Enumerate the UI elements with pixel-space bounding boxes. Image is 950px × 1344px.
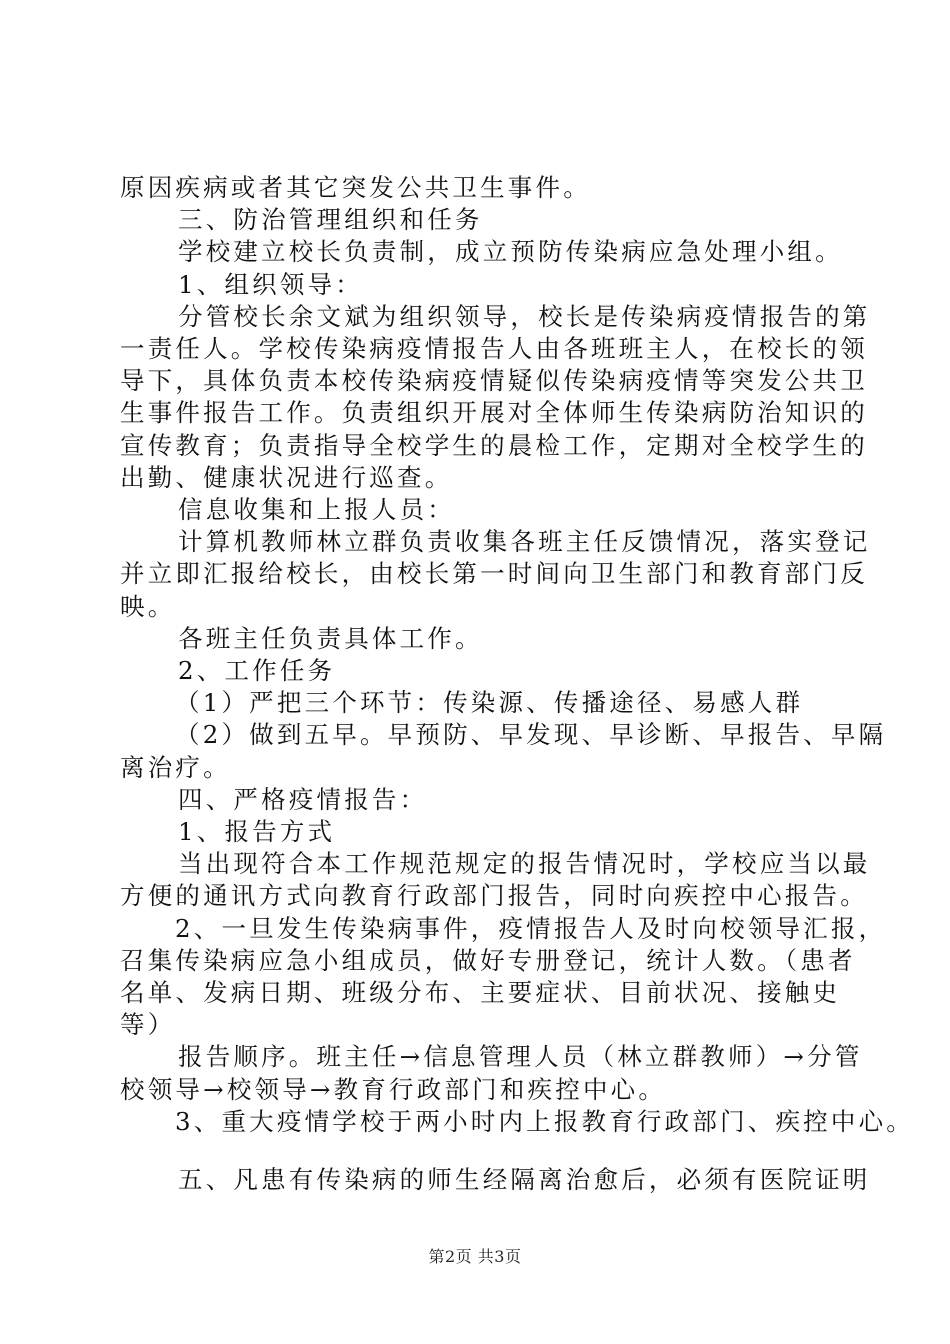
- document-body: [120, 172, 914, 1196]
- text-line: 报告顺序。班主任→信息管理人员（林立群教师）→分管: [178, 1042, 863, 1072]
- text-line: 出勤、健康状况进行巡查。: [120, 462, 453, 492]
- text-line: 宣传教育；负责指导全校学生的晨检工作，定期对全校学生的: [120, 430, 868, 460]
- text-line: 名单、发病日期、班级分布、主要症状、目前状况、接触史: [120, 978, 841, 1008]
- text-line: 当出现符合本工作规范规定的报告情况时，学校应当以最: [178, 849, 871, 879]
- page-footer: 第2页 共3页: [428, 1247, 522, 1266]
- subsection-heading: 2、工作任务: [178, 656, 336, 686]
- section-heading: 四、严格疫情报告：: [178, 784, 428, 814]
- text-line: 计算机教师林立群负责收集各班主任反馈情况，落实登记: [178, 527, 871, 557]
- text-line: 各班主任负责具体工作。: [178, 623, 483, 653]
- subsection-heading: 信息收集和上报人员：: [178, 495, 455, 525]
- text-line: 分管校长余文斌为组织领导，校长是传染病疫情报告的第: [178, 301, 871, 331]
- text-line: 校领导→校领导→教育行政部门和疾控中心。: [120, 1074, 667, 1104]
- text-line: 离治疗。: [120, 752, 231, 782]
- text-line: 导下，具体负责本校传染病疫情疑似传染病疫情等突发公共卫: [120, 366, 868, 396]
- paragraph-gap: [120, 1138, 840, 1164]
- text-line: 生事件报告工作。负责组织开展对全体师生传染病防治知识的: [120, 398, 868, 428]
- text-line: 原因疾病或者其它突发公共卫生事件。: [120, 173, 591, 202]
- text-line: 并立即汇报给校长，由校长第一时间向卫生部门和教育部门反: [120, 559, 868, 589]
- subsection-heading: 1、组织领导：: [178, 269, 363, 299]
- subsection-heading: 1、报告方式: [178, 817, 336, 847]
- section-heading: 五、凡患有传染病的师生经隔离治愈后，必须有医院证明: [178, 1165, 871, 1195]
- text-line: 方便的通讯方式向教育行政部门报告，同时向疾控中心报告。: [120, 881, 868, 911]
- text-line: 映。: [120, 591, 176, 621]
- text-line: 一责任人。学校传染病疫情报告人由各班班主人，在校长的领: [120, 334, 868, 364]
- list-item: （1）严把三个环节：传染源、传播途径、易感人群: [175, 688, 804, 718]
- section-heading: 三、防治管理组织和任务: [178, 205, 483, 235]
- text-line: 3、重大疫情学校于两小时内上报教育行政部门、疾控中心。: [175, 1106, 914, 1136]
- text-line: 2、一旦发生传染病事件，疫情报告人及时向校领导汇报，: [175, 913, 887, 943]
- text-line: 等）: [120, 1010, 176, 1040]
- text-line: 学校建立校长负责制，成立预防传染病应急处理小组。: [178, 237, 843, 267]
- text-line: 召集传染病应急小组成员，做好专册登记，统计人数。（患者: [120, 945, 856, 975]
- list-item: （2）做到五早。早预防、早发现、早诊断、早报告、早隔: [175, 720, 887, 750]
